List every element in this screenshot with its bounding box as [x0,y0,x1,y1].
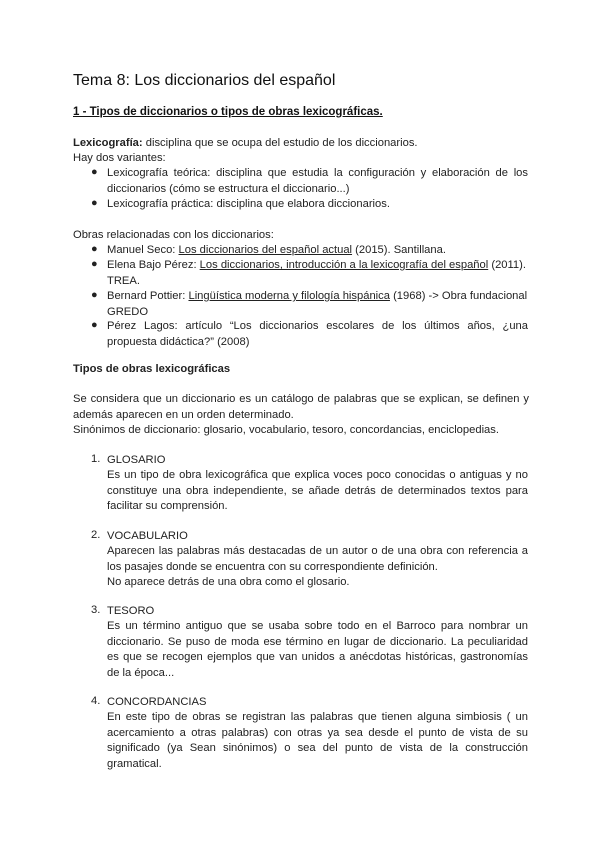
lexicografia-definition [73,136,533,152]
work-author: Elena Bajo Pérez: [107,259,200,271]
item-description: Es un término antiguo que se usaba sobre todo en el Barroco para nombrar un diccionario. Se puso de moda ese término en lugar de diccionario. La peculiaridad es que se recogen ejemplos que van unidos a anécdotas históricas, gastronomías de la época... [107,620,528,679]
item-description: Es un tipo de obra lexicográfica que explica voces poco conocidas o antiguas y no constituye una obra independiente, se añade detrás de determinados textos para facilitar su comprensión. [107,469,528,512]
work-item [107,289,528,320]
item-description: Aparecen las palabras más destacadas de un autor o de una obra con referencia a los pasajes donde se encuentra con su correspondiente definición. [107,545,528,573]
item-title: CONCORDANCIAS [107,696,207,708]
work-item [107,243,528,259]
subsection-heading: Tipos de obras lexicográficas [73,363,231,375]
variant-item: Lexicografía práctica: disciplina que elabora diccionarios. [107,198,390,210]
work-author: Manuel Seco: [107,244,179,256]
section-heading: 1 - Tipos de diccionarios o tipos de obras lexicográficas. [73,106,383,118]
page-title: Tema 8: Los diccionarios del español [73,72,336,89]
bullet-dot: ● [91,289,98,301]
work-details: (2015). Santillana. [352,244,446,256]
work-item [107,258,528,289]
item-description: No aparece detrás de una obra como el glosario. [107,576,350,588]
synonyms-paragraph: Sinónimos de diccionario: glosario, vocabulario, tesoro, concordancias, enciclopedias. [73,424,499,436]
work-author: Pérez Lagos: artículo “Los diccionarios escolares de los últimos años, ¿una propuesta didáctica?” (2008) [107,320,528,348]
bullet-dot: ● [91,197,98,209]
item-title: TESORO [107,605,155,617]
bullet-dot: ● [91,258,98,270]
work-details: (2011). TREA. [107,259,526,287]
item-description: En este tipo de obras se registran las palabras que tienen alguna simbiosis ( un acercamiento a otras palabras) con otras ya sea desde el punto de vista de su significado (ya Sean sinónimos) o sea del punto de vista de la construcción gramatical. [107,711,528,770]
lexicografia-text: disciplina que se ocupa del estudio de los diccionarios. [142,137,418,149]
bullet-dot: ● [91,166,98,178]
work-author: Bernard Pottier: [107,290,189,302]
list-number: 2. [91,529,101,541]
bullet-dot: ● [91,319,98,331]
item-title: GLOSARIO [107,454,166,466]
work-title-link[interactable]: Lingüística moderna y filología hispánica [188,290,390,302]
lexicografia-label: Lexicografía: [73,137,143,149]
intro-paragraph: Se considera que un diccionario es un catálogo de palabras que se explican, se definen y además aparecen en un orden determinado. [73,393,529,421]
bullet-dot: ● [91,243,98,255]
work-title-link[interactable]: Los diccionarios, introducción a la lexicografía del español [199,259,489,271]
work-title-link[interactable]: Los diccionarios del español actual [178,244,353,256]
list-number: 4. [91,695,101,707]
work-details: (1968) -> Obra fundacional GREDO [107,290,528,318]
variants-intro: Hay dos variantes: [73,152,166,164]
item-title: VOCABULARIO [107,530,188,542]
variant-item: Lexicografía teórica: disciplina que estudia la configuración y elaboración de los diccionarios (cómo se estructura el diccionario...) [107,167,528,195]
works-intro: Obras relacionadas con los diccionarios: [73,229,274,241]
work-item [107,319,528,350]
list-number: 3. [91,604,101,616]
list-number: 1. [91,453,101,465]
